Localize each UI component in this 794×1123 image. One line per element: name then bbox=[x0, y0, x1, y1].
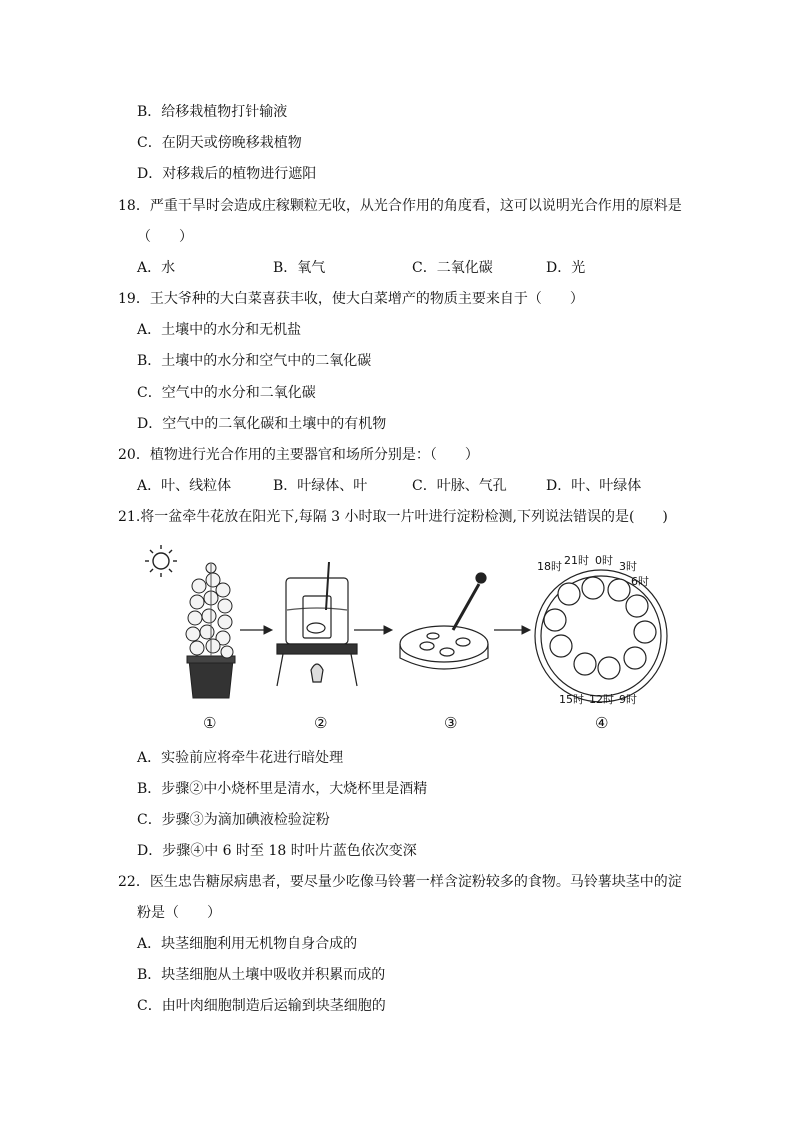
time-label-15: 15时 bbox=[559, 693, 584, 706]
leaf-dish-icon bbox=[535, 570, 667, 702]
petri-dish-dropper-icon bbox=[400, 573, 488, 669]
q17-option-b: B．给移栽植物打针输液 bbox=[137, 104, 288, 120]
step-label-1: ① bbox=[203, 714, 217, 732]
step-label-3: ③ bbox=[444, 714, 458, 732]
q21-option-b: B．步骤②中小烧杯里是清水，大烧杯里是酒精 bbox=[137, 781, 428, 797]
morning-glory-plant-icon bbox=[186, 563, 235, 698]
q19-option-d: D．空气中的二氧化碳和土壤中的有机物 bbox=[137, 416, 387, 432]
q22-stem-cont: 粉是（ ） bbox=[137, 905, 221, 921]
q18-option-b: B．氧气 bbox=[273, 260, 326, 276]
q21-experiment-figure bbox=[137, 540, 677, 735]
q18-stem: 18．严重干旱时会造成庄稼颗粒无收，从光合作用的角度看，这可以说明光合作用的原料是 bbox=[118, 198, 682, 214]
water-bath-beakers-icon bbox=[277, 562, 357, 686]
q21-option-c: C．步骤③为滴加碘液检验淀粉 bbox=[137, 812, 330, 828]
time-label-18: 18时 bbox=[537, 560, 562, 573]
step-label-4: ④ bbox=[595, 714, 609, 732]
sun-icon bbox=[145, 545, 177, 577]
q18-option-a: A．水 bbox=[137, 260, 176, 276]
time-label-12: 12时 bbox=[589, 693, 614, 706]
q20-option-a: A．叶、线粒体 bbox=[137, 478, 232, 494]
q21-option-a: A．实验前应将牵牛花进行暗处理 bbox=[137, 750, 344, 766]
q17-option-d: D．对移栽后的植物进行遮阳 bbox=[137, 166, 317, 182]
arrow-icon bbox=[240, 626, 272, 634]
q22-stem: 22．医生忠告糖尿病患者，要尽量少吃像马铃薯一样含淀粉较多的食物。马铃薯块茎中的淀 bbox=[118, 874, 682, 890]
q19-option-c: C．空气中的水分和二氧化碳 bbox=[137, 385, 316, 401]
q22-option-a: A．块茎细胞利用无机物自身合成的 bbox=[137, 936, 358, 952]
q20-option-c: C．叶脉、气孔 bbox=[412, 478, 507, 494]
q19-option-b: B．土壤中的水分和空气中的二氧化碳 bbox=[137, 353, 372, 369]
step-label-2: ② bbox=[314, 714, 328, 732]
q17-option-c: C．在阴天或傍晚移栽植物 bbox=[137, 135, 302, 151]
time-label-6: 6时 bbox=[631, 575, 649, 588]
time-label-21: 21时 bbox=[564, 554, 589, 567]
q19-stem: 19．王大爷种的大白菜喜获丰收，使大白菜增产的物质主要来自于（ ） bbox=[118, 291, 584, 307]
time-label-0: 0时 bbox=[595, 554, 613, 567]
q20-option-b: B．叶绿体、叶 bbox=[273, 478, 368, 494]
q21-option-d: D．步骤④中 6 时至 18 时叶片蓝色依次变深 bbox=[137, 843, 417, 859]
q22-option-c: C．由叶肉细胞制造后运输到块茎细胞的 bbox=[137, 998, 386, 1014]
q18-stem-cont: （ ） bbox=[137, 229, 193, 245]
time-label-9: 9时 bbox=[619, 693, 637, 706]
q20-stem: 20．植物进行光合作用的主要器官和场所分别是：（ ） bbox=[118, 447, 479, 463]
arrow-icon bbox=[494, 626, 530, 634]
q19-option-a: A．土壤中的水分和无机盐 bbox=[137, 322, 302, 338]
q20-option-d: D．叶、叶绿体 bbox=[546, 478, 642, 494]
q18-option-d: D．光 bbox=[546, 260, 586, 276]
q21-stem: 21.将一盆牵牛花放在阳光下,每隔 3 小时取一片叶进行淀粉检测,下列说法错误的是( ) bbox=[118, 509, 668, 525]
q22-option-b: B．块茎细胞从土壤中吸收并积累而成的 bbox=[137, 967, 386, 983]
time-label-3: 3时 bbox=[619, 560, 637, 573]
q18-option-c: C．二氧化碳 bbox=[412, 260, 493, 276]
arrow-icon bbox=[354, 626, 392, 634]
